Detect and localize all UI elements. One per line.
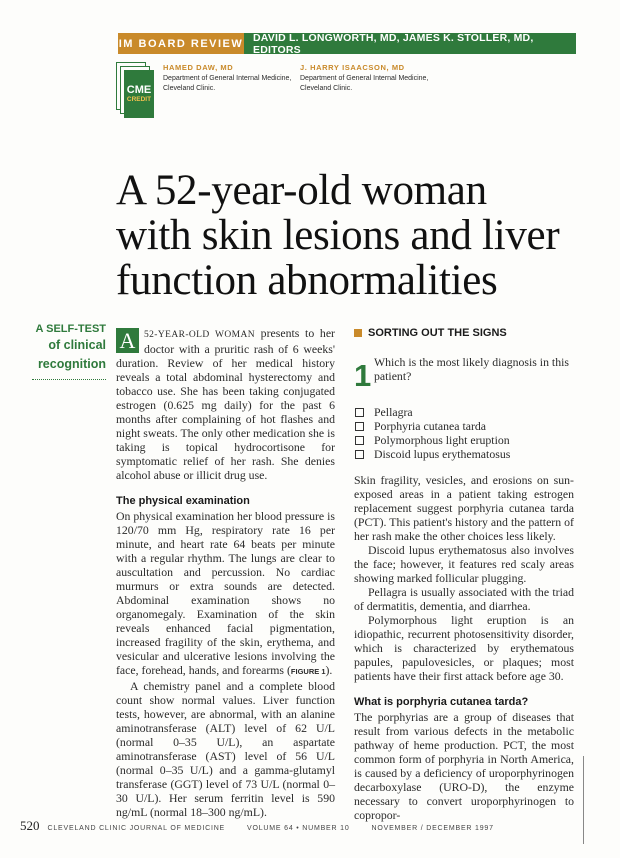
answer-paragraph: Polymorphous light eruption is an idiopathic, recurrent photosensitivity disorder, which is characterized by erythematous papules, papulovesicles, or plaques; most patients have their first attack before age 30. bbox=[354, 613, 574, 683]
author-block bbox=[300, 63, 450, 94]
intro-text: presents to her doctor with a pruritic rash of 6 weeks' duration. Review of her medical history reveals a total abdominal hysterectomy and tobacco use. She has been taking conjugated estrogen (0.625 mg daily) for the past 6 months after complaining of hot flashes and night sweats. The only other medication she is taking is topical hydrocortisone for symptomatic relief of her rash. She denies alcohol abuse or illicit drug use. bbox=[116, 326, 335, 482]
author-block bbox=[163, 63, 293, 94]
question-block bbox=[354, 355, 574, 391]
affiliation-line: Department of General Internal Medicine, bbox=[163, 75, 292, 82]
dotted-rule bbox=[32, 379, 106, 380]
article-title bbox=[116, 168, 586, 303]
intro-paragraph bbox=[116, 326, 335, 482]
vertical-rule bbox=[583, 756, 584, 844]
answer-paragraph: Skin fragility, vesicles, and erosions on sun-exposed areas in a patient taking estrogen replacement suggest porphyria cutanea tarda (PCT). This patient's history and the pattern of her rash make the other choices less likely. bbox=[354, 473, 574, 543]
self-test-line: recognition bbox=[37, 357, 106, 371]
title-line: A 52-year-old woman bbox=[116, 167, 487, 214]
header-banner bbox=[118, 33, 576, 54]
self-test-label bbox=[28, 322, 106, 380]
page-number: 520 bbox=[20, 818, 40, 833]
answer-options bbox=[354, 405, 574, 461]
exam-text: On physical examination her blood pressure is 120/70 mm Hg, respiratory rate 16 per minute, and heart rate 64 beats per minute with a regular rhythm. The lungs are clear to auscultation and percussion. No cardiac murmurs or extra sounds are detected. Abdominal examination shows no organomegaly. Examination of the skin reveals enhanced facial pigmentation, increased fragility of the skin, erythema, and vesicular and ulcerative lesions involving the face, forehead, hands, and forearms ( bbox=[116, 509, 335, 677]
self-test-line: A SELF-TEST bbox=[35, 323, 106, 335]
answer-option[interactable] bbox=[354, 419, 574, 433]
volume-info: VOLUME 64 • NUMBER 10 bbox=[247, 825, 350, 832]
answer-option[interactable] bbox=[354, 433, 574, 447]
question-number: 1 bbox=[354, 358, 372, 393]
cme-word: CME bbox=[126, 83, 152, 96]
answer-option[interactable] bbox=[354, 405, 574, 419]
answer-option[interactable] bbox=[354, 447, 574, 461]
issue-date: NOVEMBER / DECEMBER 1997 bbox=[371, 825, 494, 832]
pct-heading: What is porphyria cutanea tarda? bbox=[354, 696, 529, 708]
answer-paragraph: Pellagra is usually associated with the triad of dermatitis, dementia, and diarrhea. bbox=[354, 585, 574, 613]
left-column bbox=[116, 326, 335, 819]
checkbox-icon[interactable] bbox=[355, 450, 364, 459]
option-label: Porphyria cutanea tarda bbox=[374, 419, 487, 433]
affiliation-line: Cleveland Clinic. bbox=[300, 85, 353, 92]
exam-heading: The physical examination bbox=[116, 495, 250, 507]
title-line: with skin lesions and liver bbox=[116, 212, 560, 259]
journal-name: CLEVELAND CLINIC JOURNAL OF MEDICINE bbox=[47, 825, 226, 832]
author-name: HAMED DAW, MD bbox=[163, 63, 234, 72]
figure-reference[interactable]: FIGURE 1 bbox=[290, 667, 326, 676]
answer-paragraph: Discoid lupus erythematosus also involves the face; however, it features red scaly areas showing marked follicular plugging. bbox=[354, 543, 574, 585]
option-label: Discoid lupus erythematosus bbox=[374, 447, 511, 461]
cme-credit-word: CREDIT bbox=[126, 95, 152, 103]
affiliation-line: Department of General Internal Medicine, bbox=[300, 75, 429, 82]
exam-text-end: ). bbox=[325, 663, 333, 677]
self-test-line: of clinical bbox=[48, 338, 106, 352]
square-bullet-icon bbox=[354, 329, 362, 337]
section-label: IM BOARD REVIEW bbox=[118, 33, 244, 54]
intro-smallcaps: 52-YEAR-OLD WOMAN bbox=[144, 330, 255, 340]
right-column bbox=[354, 326, 574, 822]
pct-paragraph: The porphyrias are a group of diseases that result from various defects in the metabolic pathway of heme production. PCT, the most common form of porphyria in North America, is caused by a deficiency of uroporphyrinogen decarboxylase (URO-D), the enzyme necessary to convert uroporphyrinogen to copropor- bbox=[354, 710, 574, 822]
badge-front bbox=[124, 70, 154, 118]
question-text: Which is the most likely diagnosis in this patient? bbox=[374, 355, 569, 383]
title-line: function abnormalities bbox=[116, 257, 498, 304]
sorting-heading bbox=[354, 326, 574, 340]
drop-cap: A bbox=[116, 328, 139, 353]
labs-paragraph: A chemistry panel and a complete blood count show normal values. Liver function tests, however, are abnormal, with an alanine aminotransferase (ALT) level of 62 U/L (normal 0–35 U/L), an aspartate aminotransferase (AST) level of 56 U/L (normal 0–35 U/L) and a gamma-glutamyl transferase (GGT) level of 73 U/L (normal 0–30 U/L). Her serum ferritin level is 590 ng/mL (normal 18–300 ng/mL). bbox=[116, 679, 335, 819]
checkbox-icon[interactable] bbox=[355, 408, 364, 417]
exam-paragraph bbox=[116, 509, 335, 679]
author-affiliation bbox=[300, 74, 450, 94]
sorting-heading-text: SORTING OUT THE SIGNS bbox=[368, 327, 507, 339]
affiliation-line: Cleveland Clinic. bbox=[163, 85, 216, 92]
editors-line: DAVID L. LONGWORTH, MD, JAMES K. STOLLER, MD, EDITORS bbox=[244, 33, 576, 54]
checkbox-icon[interactable] bbox=[355, 436, 364, 445]
author-name: J. HARRY ISAACSON, MD bbox=[300, 63, 405, 72]
cme-credit-badge bbox=[116, 62, 156, 124]
page-footer bbox=[20, 818, 580, 834]
option-label: Pellagra bbox=[374, 405, 413, 419]
checkbox-icon[interactable] bbox=[355, 422, 364, 431]
option-label: Polymorphous light eruption bbox=[374, 433, 510, 447]
author-affiliation bbox=[163, 74, 293, 94]
